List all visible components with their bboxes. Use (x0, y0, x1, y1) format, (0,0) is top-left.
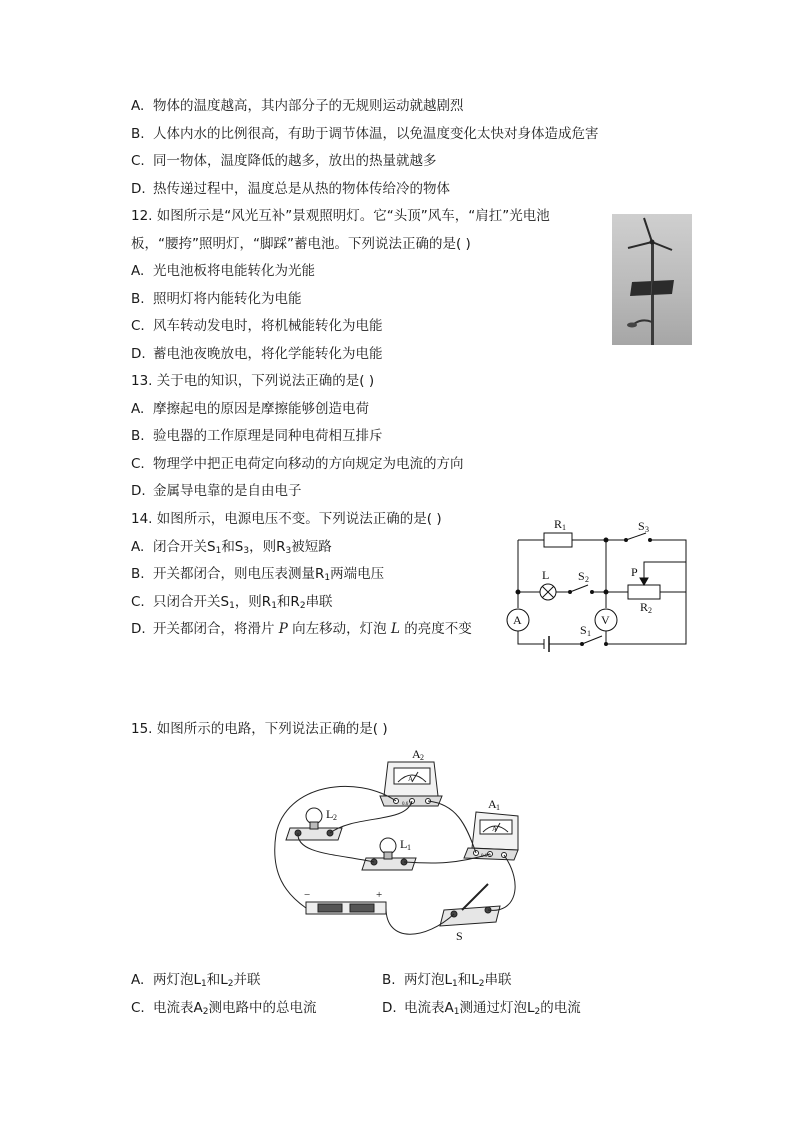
battery-minus-label: − (304, 889, 311, 901)
q15-option-b: B. 两灯泡$L_1$和$L_2$串联 (382, 972, 512, 989)
q14-option-c: C. 只闭合开关$S_1$，则$R_1$和$R_2$串联 (131, 594, 333, 611)
q13-stem: 13. 关于电的知识，下列说法正确的是( ) (131, 373, 375, 389)
q11-option-a: A. 物体的温度越高，其内部分子的无规则运动就越剧烈 (131, 98, 464, 114)
switch-s3-symbol (626, 533, 646, 540)
switch-s1-symbol (582, 636, 602, 644)
r1-label: R (554, 517, 563, 531)
svg-text:1: 1 (496, 803, 500, 812)
q15-option-c: C. 电流表$A_2$测电路中的总电流 (131, 1000, 317, 1017)
q12-option-c: C. 风车转动发电时，将机械能转化为电能 (131, 318, 383, 334)
ammeter-label: A (513, 613, 522, 627)
switch-s2-symbol (570, 585, 588, 592)
q14-circuit-diagram (504, 514, 696, 654)
svg-text:1: 1 (562, 523, 566, 532)
q13-option-a: A. 摩擦起电的原因是摩擦能够创造电荷 (131, 401, 369, 417)
q11-option-b: B. 人体内水的比例很高，有助于调节体温，以免温度变化太快对身体造成危害 (131, 126, 599, 142)
svg-text:A: A (492, 825, 498, 833)
l2-label: L (326, 807, 334, 821)
resistor-r1-symbol (544, 533, 572, 547)
a2-label: A (412, 747, 421, 761)
svg-text:2: 2 (648, 606, 652, 615)
q12-option-a: A. 光电池板将电能转化为光能 (131, 263, 315, 279)
q12-option-b: B. 照明灯将内能转化为电能 (131, 291, 302, 307)
s1-label: S (580, 623, 587, 637)
q14-stem: 14. 如图所示，电源电压不变。下列说法正确的是( ) (131, 511, 442, 527)
svg-text:1: 1 (587, 629, 591, 638)
svg-text:2: 2 (420, 753, 424, 762)
switch-s-device (440, 884, 500, 926)
ammeter-a2-device (380, 762, 442, 806)
q15-stem: 15. 如图所示的电路，下列说法正确的是( ) (131, 721, 388, 737)
q13-option-d: D. 金属导电靠的是自由电子 (131, 483, 302, 499)
s3-label: S (638, 519, 645, 533)
q13-option-b: B. 验电器的工作原理是同种电荷相互排斥 (131, 428, 383, 444)
svg-text:2: 2 (333, 813, 337, 822)
svg-text:3: 3 (645, 525, 649, 534)
q12-option-d: D. 蓄电池夜晚放电，将化学能转化为电能 (131, 346, 383, 362)
s2-label: S (578, 569, 585, 583)
q11-option-d: D. 热传递过程中，温度总是从热的物体传给冷的物体 (131, 181, 450, 197)
svg-text:0.6 3: 0.6 3 (481, 854, 491, 859)
voltmeter-label: V (601, 613, 610, 627)
q15-circuit-figure (266, 744, 530, 944)
rheostat-r2-symbol (628, 585, 660, 599)
svg-text:2: 2 (585, 575, 589, 584)
q12-stem-line2: 板，“腰挎”照明灯，“脚踩”蓄电池。下列说法正确的是( ) (131, 236, 471, 252)
l-label: L (542, 568, 550, 582)
q13-option-c: C. 物理学中把正电荷定向移动的方向规定为电流的方向 (131, 456, 464, 472)
ammeter-a1-device (464, 812, 518, 860)
p-label: P (631, 565, 638, 579)
svg-text:A: A (408, 775, 414, 783)
battery-plus-label: + (376, 889, 383, 901)
slider-p-arrow (640, 578, 648, 585)
switch-s-label: S (456, 929, 463, 943)
q14-option-b: B. 开关都闭合，则电压表测量$R_1$两端电压 (131, 566, 385, 583)
q14-option-d: D. 开关都闭合，将滑片 P 向左移动，灯泡 L 的亮度不变 (131, 621, 472, 637)
battery-device (306, 902, 386, 914)
a1-label: A (488, 797, 497, 811)
q14-option-a: A. 闭合开关$S_1$和$S_3$，则$R_3$被短路 (131, 539, 332, 556)
wind-solar-lamp-photo (612, 214, 692, 345)
q12-stem-line1: 12. 如图所示是“风光互补”景观照明灯。它“头顶”风车，“肩扛”光电池 (131, 208, 550, 224)
q15-option-a: A. 两灯泡$L_1$和$L_2$并联 (131, 972, 261, 989)
svg-text:1: 1 (407, 843, 411, 852)
svg-text:0.6 3: 0.6 3 (402, 802, 412, 807)
r2-label: R (640, 600, 649, 614)
l1-label: L (400, 837, 408, 851)
q11-option-c: C. 同一物体，温度降低的越多，放出的热量就越多 (131, 153, 437, 169)
q15-option-d: D. 电流表$A_1$测通过灯泡$L_2$的电流 (382, 1000, 581, 1017)
